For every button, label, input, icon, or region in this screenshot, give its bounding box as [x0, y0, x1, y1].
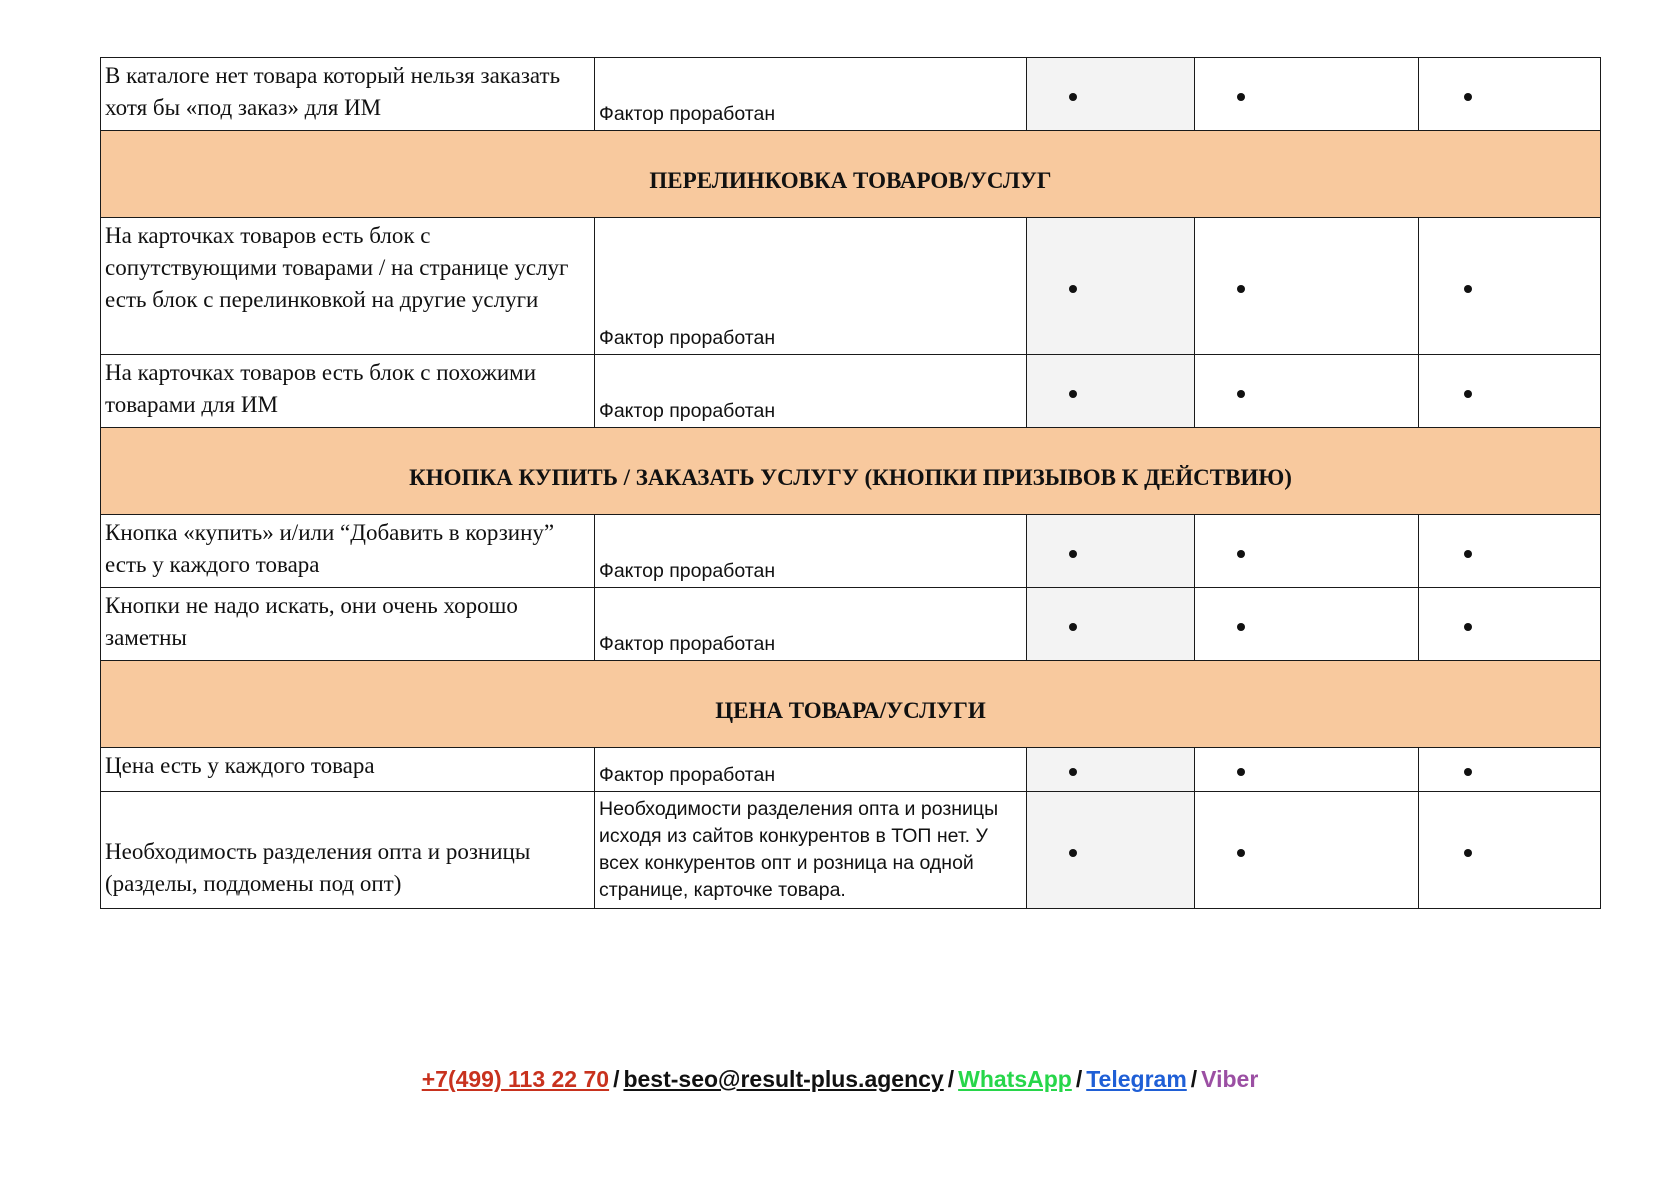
contact-footer: [0, 1066, 1680, 1093]
mark-cell: [1027, 218, 1195, 355]
mark-cell: [1027, 792, 1195, 909]
bullet-mark: [1464, 768, 1472, 776]
status-cell: Фактор проработан: [595, 355, 1027, 428]
audit-table: [100, 57, 1601, 909]
table-row: [101, 588, 1601, 661]
section-header-row: [101, 661, 1601, 748]
whatsapp-link[interactable]: WhatsApp: [958, 1066, 1072, 1092]
section-title: КНОПКА КУПИТЬ / ЗАКАЗАТЬ УСЛУГУ (КНОПКИ ПРИЗЫВОВ К ДЕЙСТВИЮ): [101, 428, 1601, 515]
status-cell: Фактор проработан: [595, 748, 1027, 792]
criterion-cell: Кнопка «купить» и/или “Добавить в корзину” есть у каждого товара: [101, 515, 595, 588]
mark-cell: [1027, 588, 1195, 661]
bullet-mark: [1464, 285, 1472, 293]
bullet-mark: [1069, 285, 1077, 293]
mark-cell: [1419, 58, 1601, 131]
mark-cell: [1419, 355, 1601, 428]
table-row: [101, 792, 1601, 909]
bullet-mark: [1464, 93, 1472, 101]
section-header-row: [101, 428, 1601, 515]
mark-cell: [1195, 588, 1419, 661]
mark-cell: [1195, 515, 1419, 588]
table-row: [101, 748, 1601, 792]
separator: /: [1190, 1066, 1198, 1092]
section-header-row: [101, 131, 1601, 218]
mark-cell: [1195, 58, 1419, 131]
phone-link[interactable]: +7(499) 113 22 70: [421, 1066, 610, 1092]
separator: /: [613, 1066, 620, 1092]
mark-cell: [1419, 218, 1601, 355]
bullet-mark: [1464, 849, 1472, 857]
bullet-mark: [1069, 849, 1077, 857]
status-cell: Фактор проработан: [595, 515, 1027, 588]
separator: /: [947, 1066, 955, 1092]
status-cell: Фактор проработан: [595, 58, 1027, 131]
criterion-cell: Кнопки не надо искать, они очень хорошо заметны: [101, 588, 595, 661]
bullet-mark: [1069, 93, 1077, 101]
bullet-mark: [1069, 550, 1077, 558]
criterion-cell: На карточках товаров есть блок с сопутствующими товарами / на странице услуг есть блок с перелинковкой на другие услуги: [101, 218, 595, 355]
table-row: [101, 58, 1601, 131]
bullet-mark: [1464, 390, 1472, 398]
table-row: [101, 355, 1601, 428]
mark-cell: [1027, 58, 1195, 131]
mark-cell: [1027, 515, 1195, 588]
bullet-mark: [1464, 623, 1472, 631]
bullet-mark: [1237, 93, 1245, 101]
bullet-mark: [1237, 623, 1245, 631]
criterion-cell: В каталоге нет товара который нельзя заказать хотя бы «под заказ» для ИМ: [101, 58, 595, 131]
section-title: ЦЕНА ТОВАРА/УСЛУГИ: [101, 661, 1601, 748]
criterion-cell: Цена есть у каждого товара: [101, 748, 595, 792]
bullet-mark: [1237, 768, 1245, 776]
status-cell: Фактор проработан: [595, 218, 1027, 355]
mark-cell: [1195, 355, 1419, 428]
bullet-mark: [1464, 550, 1472, 558]
table-row: [101, 218, 1601, 355]
criterion-cell: На карточках товаров есть блок с похожими товарами для ИМ: [101, 355, 595, 428]
bullet-mark: [1237, 550, 1245, 558]
mark-cell: [1419, 792, 1601, 909]
bullet-mark: [1069, 390, 1077, 398]
criterion-cell: Необходимость разделения опта и розницы (разделы, поддомены под опт): [101, 792, 595, 909]
telegram-link[interactable]: Telegram: [1086, 1066, 1187, 1092]
separator: /: [1075, 1066, 1083, 1092]
mark-cell: [1419, 515, 1601, 588]
bullet-mark: [1069, 768, 1077, 776]
mark-cell: [1195, 218, 1419, 355]
email-link[interactable]: best-seo@result-plus.agency: [623, 1066, 944, 1092]
viber-link[interactable]: Viber: [1201, 1066, 1259, 1092]
mark-cell: [1419, 588, 1601, 661]
bullet-mark: [1237, 285, 1245, 293]
mark-cell: [1027, 748, 1195, 792]
bullet-mark: [1069, 623, 1077, 631]
bullet-mark: [1237, 849, 1245, 857]
mark-cell: [1027, 355, 1195, 428]
table-row: [101, 515, 1601, 588]
status-cell: Фактор проработан: [595, 588, 1027, 661]
bullet-mark: [1237, 390, 1245, 398]
mark-cell: [1195, 792, 1419, 909]
status-cell: Необходимости разделения опта и розницы исходя из сайтов конкурентов в ТОП нет. У всех конкурентов опт и розница на одной странице, карточке товара.: [595, 792, 1027, 909]
mark-cell: [1195, 748, 1419, 792]
mark-cell: [1419, 748, 1601, 792]
section-title: ПЕРЕЛИНКОВКА ТОВАРОВ/УСЛУГ: [101, 131, 1601, 218]
